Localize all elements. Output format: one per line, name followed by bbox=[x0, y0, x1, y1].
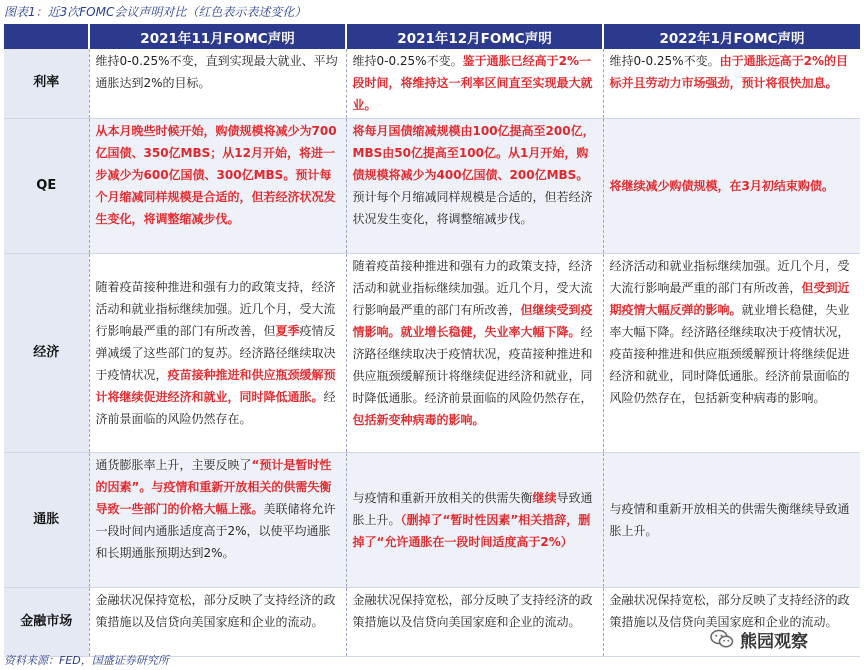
row-label-qe: QE bbox=[4, 118, 89, 253]
statement-text: 金融状况保持宽松，部分反映了支持经济的政策措施以及信贷向美国家庭和企业的流动。 bbox=[609, 592, 850, 629]
statement-text: 金融状况保持宽松，部分反映了支持经济的政策措施以及信贷向美国家庭和企业的流动。 bbox=[352, 592, 593, 629]
statement-text: 导致通胀上升。 bbox=[352, 490, 593, 527]
header-corner bbox=[4, 24, 89, 49]
changed-text: 疫苗接种推进和供应瓶颈缓解预计将继续促进经济和就业，同时降低通胀。 bbox=[95, 367, 336, 404]
statement-text: 与疫情和重新开放相关的供需失衡继续导致通胀上升。 bbox=[609, 501, 850, 538]
watermark-text: 熊园观察 bbox=[740, 631, 808, 652]
row-label-economy: 经济 bbox=[4, 253, 89, 452]
row-economy bbox=[4, 253, 860, 452]
fomc-comparison-table bbox=[4, 24, 860, 657]
cell-finance-dec bbox=[346, 587, 603, 656]
changed-text: 夏季 bbox=[275, 323, 300, 338]
statement-text: 通货膨胀率上升，主要反映了 bbox=[95, 457, 252, 472]
changed-text: 由于通胀远高于2%的目标并且劳动力市场强劲，预计将很快加息。 bbox=[609, 54, 848, 90]
wechat-watermark bbox=[710, 624, 808, 654]
cell-qe-nov bbox=[89, 118, 346, 253]
header-2021-dec: 2021年12月FOMC声明 bbox=[346, 24, 603, 49]
cell-rate-jan bbox=[603, 49, 860, 118]
cell-economy-jan bbox=[603, 253, 860, 452]
changed-text: 从本月晚些时候开始，购债规模将减少为700亿国债、350亿MBS；从12月开始，将进一步减少为600亿国债、300亿MBS。预计每个月缩减同样规模是合适的，但若经济状况发生变化，将调整缩减步伐。 bbox=[95, 123, 337, 226]
changed-text: 包括新变种病毒的影响。 bbox=[352, 412, 485, 427]
statement-text: 疫情反弹减缓了这些部门的复苏。经济路径继续取决于疫情状况， bbox=[95, 323, 336, 382]
header-2022-jan: 2022年1月FOMC声明 bbox=[603, 24, 860, 49]
figure-caption: 图表1：近3次FOMC会议声明对比（红色表示表述变化） bbox=[4, 5, 307, 19]
statement-text: 金融状况保持宽松，部分反映了支持经济的政策措施以及信贷向美国家庭和企业的流动。 bbox=[95, 592, 336, 629]
header-row bbox=[4, 24, 860, 49]
cell-inflation-dec bbox=[346, 452, 603, 587]
cell-rate-dec bbox=[346, 49, 603, 118]
changed-text: “预计是暂时性的因素”。与疫情和重新开放相关的供需失衡导致一些部门的价格大幅上涨。 bbox=[95, 457, 332, 516]
cell-rate-nov bbox=[89, 49, 346, 118]
row-label-financial-markets: 金融市场 bbox=[4, 587, 89, 656]
statement-text: 就业增长稳健，失业率大幅下降。经济路径继续取决于疫情状况，疫苗接种推进和供应瓶颈缓解预计将继续促进经济和就业，同时降低通胀。经济前景面临的风险仍然存在，包括新变种病毒的影响。 bbox=[609, 302, 850, 405]
cell-inflation-jan bbox=[603, 452, 860, 587]
cell-inflation-nov bbox=[89, 452, 346, 587]
header-2021-nov: 2021年11月FOMC声明 bbox=[89, 24, 346, 49]
statement-text: 随着疫苗接种推进和强有力的政策支持，经济活动和就业指标继续加强。近几个月，受大流行影响最严重的部门有所改善，但 bbox=[95, 279, 336, 338]
statement-text: 与疫情和重新开放相关的供需失衡 bbox=[352, 490, 533, 505]
statement-text: 维持0-0.25%不变，直到实现最大就业、平均通胀达到2%的目标。 bbox=[95, 54, 338, 90]
wechat-icon bbox=[710, 629, 734, 649]
row-label-inflation: 通胀 bbox=[4, 452, 89, 587]
cell-economy-dec bbox=[346, 253, 603, 452]
changed-text: 将每月国债缩减规模由100亿提高至200亿，MBS由50亿提高至100亿。从1月开始，购债规模将减少为400亿国债、200亿MBS。 bbox=[352, 123, 595, 182]
cell-economy-nov bbox=[89, 253, 346, 452]
statement-text: 预计每个月缩减同样规模是合适的，但若经济状况发生变化，将调整缩减步伐。 bbox=[352, 189, 593, 226]
statement-text: 随着疫苗接种推进和强有力的政策支持，经济活动和就业指标继续加强。近几个月，受大流行影响最严重的部门有所改善， bbox=[352, 258, 593, 317]
statement-text: 维持0-0.25%不变。 bbox=[352, 54, 463, 68]
statement-text: 美联储将允许一段时间内通胀适度高于2%，以使平均通胀和长期通胀预期达到2%。 bbox=[95, 501, 336, 560]
changed-text: 将继续减少购债规模，在3月初结束购债。 bbox=[609, 178, 834, 193]
changed-text: （删掉了“暂时性因素”相关措辞，删掉了“允许通胀在一段时间适度高于2%） bbox=[352, 512, 591, 549]
statement-text: 维持0-0.25%不变。 bbox=[609, 54, 720, 68]
source-note: 资料来源：FED，国盛证券研究所 bbox=[4, 654, 169, 667]
cell-qe-jan bbox=[603, 118, 860, 253]
changed-text: 鉴于通胀已经高于2%一段时间，将维持这一利率区间直至实现最大就业。 bbox=[352, 54, 593, 112]
row-label-interest-rate: 利率 bbox=[4, 49, 89, 118]
changed-text: 但继续受到疫情影响。就业增长稳健，失业率大幅下降。 bbox=[352, 302, 593, 339]
row-inflation bbox=[4, 452, 860, 587]
row-qe bbox=[4, 118, 860, 253]
statement-text: 经济路径继续取决于疫情状况，疫苗接种推进和供应瓶颈缓解预计将继续促进经济和就业，同时降低通胀。经济前景面临的风险仍然存在， bbox=[352, 324, 593, 405]
statement-text: 经济活动和就业指标继续加强。近几个月，受大流行影响最严重的部门有所改善， bbox=[609, 258, 850, 295]
row-interest-rate bbox=[4, 49, 860, 118]
cell-finance-nov bbox=[89, 587, 346, 656]
cell-qe-dec bbox=[346, 118, 603, 253]
changed-text: 继续 bbox=[532, 490, 557, 505]
changed-text: 但受到近期疫情大幅反弹的影响。 bbox=[609, 280, 850, 317]
statement-text: 经济前景面临的风险仍然存在。 bbox=[95, 389, 336, 426]
